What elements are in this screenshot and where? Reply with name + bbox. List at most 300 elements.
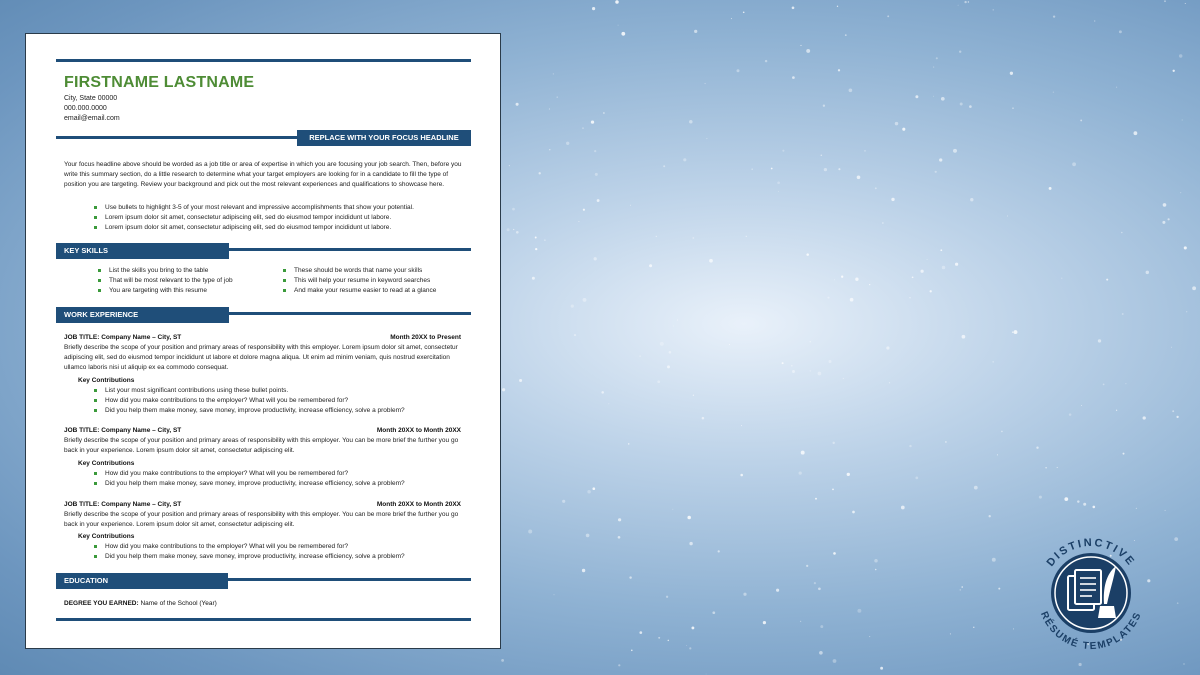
sparkle-dot <box>800 621 801 622</box>
bullet-icon <box>94 545 97 548</box>
sparkle-dot <box>920 270 923 273</box>
sparkle-dot <box>940 249 942 251</box>
bullet-icon <box>94 226 97 229</box>
sparkle-dot <box>837 6 838 7</box>
sparkle-dot <box>852 511 855 514</box>
sparkle-dot <box>1092 506 1095 509</box>
sparkle-dot <box>1012 107 1013 108</box>
sparkle-dot <box>810 341 811 342</box>
bullet-icon <box>94 389 97 392</box>
contribution-bullet: Did you help them make money, save money, improve productivity, increase efficiency, solve a problem? <box>94 407 405 414</box>
resume-name: FIRSTNAME LASTNAME <box>64 74 255 91</box>
sparkle-dot <box>628 443 630 445</box>
sparkle-dot <box>1083 503 1086 506</box>
sparkle-dot <box>666 596 668 598</box>
sparkle-dot <box>1007 216 1008 217</box>
sparkle-dot <box>672 509 673 510</box>
sparkle-dot <box>751 168 753 170</box>
sparkle-dot <box>743 11 745 13</box>
key-contributions-label: Key Contributions <box>78 377 135 384</box>
bullet-icon <box>98 289 101 292</box>
sparkle-dot <box>806 49 810 53</box>
sparkle-dot <box>686 645 687 646</box>
sparkle-dot <box>800 45 801 46</box>
sparkle-dot <box>1081 405 1082 406</box>
job-description: Briefly describe the scope of your position and primary areas of responsibility with this employer. Lorem ipsum dolor sit amet, consectetur adipiscing elit, sed do eiusmod tempor incididunt ut labore et dolore magna aliqua. Ut enim ad minim veniam, quis nostrud exercitation ullamco laboris nisi ut aliquip ex ea commodo consequat. <box>64 344 458 371</box>
sparkle-dot <box>833 659 837 663</box>
sparkle-dot <box>597 199 600 202</box>
bullet-icon <box>283 289 286 292</box>
sparkle-dot <box>1162 221 1165 224</box>
sparkle-dot <box>516 103 519 106</box>
sparkle-dot <box>1173 70 1175 72</box>
sparkle-dot <box>592 487 595 490</box>
sparkle-dot <box>631 650 633 652</box>
sparkle-dot <box>706 674 707 675</box>
sparkle-dot <box>741 425 742 426</box>
sparkle-dot <box>821 154 823 156</box>
bullet-icon <box>98 269 101 272</box>
sparkle-dot <box>1064 497 1068 501</box>
job-heading: JOB TITLE: Company Name – City, ST Month 20XX to Month 20XX <box>64 501 461 508</box>
sparkle-dot <box>702 417 705 420</box>
sparkle-dot <box>528 530 532 534</box>
sparkle-dot <box>1186 311 1187 312</box>
sparkle-dot <box>1077 500 1079 502</box>
sparkle-dot <box>939 158 942 161</box>
sparkle-dot <box>587 490 591 494</box>
sparkle-dot <box>603 112 605 114</box>
distinctive-resume-templates-logo <box>1030 532 1152 654</box>
sparkle-dot <box>689 647 691 649</box>
sparkle-dot <box>532 277 535 280</box>
sparkle-dot <box>502 388 505 391</box>
sparkle-dot <box>687 516 691 520</box>
sparkle-dot <box>801 451 805 455</box>
sparkle-dot <box>1014 330 1018 334</box>
sparkle-dot <box>639 631 642 634</box>
sparkle-dot <box>660 342 664 346</box>
sparkle-dot <box>964 1 966 3</box>
sparkle-dot <box>997 454 998 455</box>
sparkle-dot <box>618 518 621 521</box>
sparkle-dot <box>1013 628 1014 629</box>
skill-item: List the skills you bring to the table <box>98 267 208 274</box>
summary-paragraph: Your focus headline above should be worded as a job title or area of expertise in which you are focusing your job search. Then, before you write this summary section, do a little research to determine what your target employers are looking for in a candidate to fill the type of position you are targeting. Review your background and pick out the most relevant experiences and qualifications to showcase here. <box>64 161 462 188</box>
sparkle-dot <box>771 168 773 170</box>
sparkle-dot <box>1080 119 1082 121</box>
sparkle-dot <box>901 506 905 510</box>
sparkle-dot <box>1103 384 1105 386</box>
sparkle-dot <box>1168 218 1170 220</box>
sparkle-dot <box>855 278 858 281</box>
sparkle-dot <box>832 489 834 491</box>
sparkle-dot <box>571 304 574 307</box>
sparkle-dot <box>595 173 598 176</box>
focus-headline: REPLACE WITH YOUR FOCUS HEADLINE <box>297 130 471 146</box>
sparkle-dot <box>792 370 795 373</box>
sparkle-dot <box>941 97 945 101</box>
bottom-rule <box>56 618 471 621</box>
sparkle-dot <box>1057 467 1058 468</box>
sparkle-dot <box>864 150 865 151</box>
sparkle-dot <box>1116 87 1117 88</box>
sparkle-dot <box>1106 279 1108 281</box>
sparkle-dot <box>777 181 780 184</box>
summary-bullet: Use bullets to highlight 3-5 of your most relevant and impressive accomplishments that show your potential. <box>94 204 414 211</box>
sparkle-dot <box>776 589 779 592</box>
sparkle-dot <box>1049 187 1052 190</box>
sparkle-dot <box>806 253 809 256</box>
sparkle-dot <box>989 515 991 517</box>
sparkle-dot <box>1165 510 1166 511</box>
sparkle-dot <box>829 360 832 363</box>
job-description: Briefly describe the scope of your position and primary areas of responsibility with this employer. You can be more brief the further you go back in your experience. Lorem ipsum dolor sit amet, consectetur adipiscing elit. <box>64 511 459 528</box>
sparkle-dot <box>1039 496 1042 499</box>
sparkle-dot <box>1012 331 1014 333</box>
sparkle-dot <box>746 236 747 237</box>
sparkle-dot <box>608 403 609 404</box>
bullet-icon <box>283 269 286 272</box>
sparkle-dot <box>586 534 590 538</box>
key-contributions-label: Key Contributions <box>78 533 135 540</box>
job-heading: JOB TITLE: Company Name – City, ST Month 20XX to Month 20XX <box>64 427 461 434</box>
sparkle-dot <box>1183 663 1185 665</box>
sparkle-dot <box>562 500 565 503</box>
bullet-icon <box>94 472 97 475</box>
sparkle-dot <box>683 158 686 161</box>
sparkle-dot <box>706 138 707 139</box>
sparkle-dot <box>731 18 732 19</box>
sparkle-dot <box>763 621 766 624</box>
sparkle-dot <box>592 7 595 10</box>
sparkle-dot <box>945 441 946 442</box>
sparkle-dot <box>935 171 937 173</box>
sparkle-dot <box>669 351 672 354</box>
top-rule <box>56 59 471 62</box>
sparkle-dot <box>618 25 619 26</box>
sparkle-dot <box>1116 410 1117 411</box>
sparkle-dot <box>819 651 823 655</box>
sparkle-dot <box>553 73 554 74</box>
sparkle-dot <box>601 391 604 394</box>
job-dates: Month 20XX to Month 20XX <box>376 501 461 508</box>
sparkle-dot <box>1179 54 1182 57</box>
contact-city: City, State 00000 <box>64 95 118 102</box>
contact-phone: 000.000.0000 <box>64 105 107 112</box>
sparkle-dot <box>1036 447 1038 449</box>
sparkle-dot <box>668 640 670 642</box>
sparkle-dot <box>743 593 746 596</box>
sparkle-dot <box>806 565 808 567</box>
sparkle-dot <box>791 365 793 367</box>
bullet-icon <box>94 216 97 219</box>
sparkle-dot <box>960 589 962 591</box>
job-dates: Month 20XX to Present <box>390 334 461 341</box>
sparkle-dot <box>834 279 835 280</box>
skill-item: These should be words that name your skills <box>283 267 422 274</box>
section-rule <box>228 578 471 581</box>
sparkle-dot <box>1125 383 1126 384</box>
sparkle-dot <box>895 122 898 125</box>
sparkle-dot <box>927 259 928 260</box>
job-dates: Month 20XX to Month 20XX <box>376 427 461 434</box>
sparkle-dot <box>578 221 579 222</box>
sparkle-dot <box>833 552 836 555</box>
section-heading-education: EDUCATION <box>56 573 228 589</box>
section-heading-work: WORK EXPERIENCE <box>56 307 229 323</box>
sparkle-dot <box>933 96 934 97</box>
skill-item: You are targeting with this resume <box>98 287 207 294</box>
contribution-bullet: Did you help them make money, save money, improve productivity, increase efficiency, solve a problem? <box>94 480 405 487</box>
job-description: Briefly describe the scope of your position and primary areas of responsibility with this employer. You can be more brief the further you go back in your experience. Lorem ipsum dolor sit amet, consectetur adipiscing elit. <box>64 437 459 454</box>
sparkle-dot <box>1122 313 1124 315</box>
sparkle-dot <box>973 627 974 628</box>
sparkle-dot <box>673 325 674 326</box>
sparkle-dot <box>594 150 596 152</box>
bullet-icon <box>94 482 97 485</box>
sparkle-dot <box>942 266 946 270</box>
sparkle-dot <box>1134 131 1138 135</box>
sparkle-dot <box>657 380 660 383</box>
logo-bottom-text: RÉSUMÉ TEMPLATES <box>1037 610 1145 653</box>
sparkle-dot <box>850 298 854 302</box>
sparkle-dot <box>968 1 969 2</box>
summary-bullet: Lorem ipsum dolor sit amet, consectetur adipiscing elit, sed do eiusmod tempor incididunt ut labore. <box>94 224 391 231</box>
sparkle-dot <box>958 5 959 6</box>
sparkle-dot <box>959 51 961 53</box>
sparkle-dot <box>820 625 823 628</box>
sparkle-dot <box>832 442 834 444</box>
resume-page <box>26 34 500 648</box>
sparkle-dot <box>729 344 730 345</box>
sparkle-dot <box>869 636 870 637</box>
sparkle-dot <box>974 486 978 490</box>
section-rule <box>229 312 471 315</box>
sparkle-dot <box>1123 453 1125 455</box>
sparkle-dot <box>629 576 631 578</box>
sparkle-dot <box>960 103 963 106</box>
sparkle-dot <box>909 297 910 298</box>
sparkle-dot <box>909 445 911 447</box>
sparkle-dot <box>824 168 827 171</box>
sparkle-dot <box>1001 431 1003 433</box>
sparkle-dot <box>857 609 861 613</box>
sparkle-dot <box>553 594 554 595</box>
contribution-bullet: List your most significant contributions using these bullet points. <box>94 387 288 394</box>
sparkle-dot <box>843 378 844 379</box>
sparkle-dot <box>823 105 825 107</box>
sparkle-dot <box>667 365 670 368</box>
bullet-icon <box>94 555 97 558</box>
sparkle-dot <box>792 76 795 79</box>
sparkle-dot <box>1061 278 1062 279</box>
sparkle-dot <box>782 150 784 152</box>
summary-bullet: Lorem ipsum dolor sit amet, consectetur adipiscing elit, sed do eiusmod tempor incididunt ut labore. <box>94 214 391 221</box>
sparkle-dot <box>1053 92 1054 93</box>
sparkle-dot <box>630 205 631 206</box>
sparkle-dot <box>955 263 958 266</box>
sparkle-dot <box>792 6 795 9</box>
sparkle-dot <box>1045 467 1046 468</box>
sparkle-dot <box>583 298 587 302</box>
skill-item: This will help your resume in keyword searches <box>283 277 430 284</box>
sparkle-dot <box>765 60 767 62</box>
sparkle-dot <box>1143 416 1146 419</box>
sparkle-dot <box>915 477 918 480</box>
sparkle-dot <box>847 473 850 476</box>
sparkle-dot <box>841 276 843 278</box>
sparkle-dot <box>693 395 694 396</box>
sparkle-dot <box>535 237 537 239</box>
sparkle-dot <box>1053 15 1055 17</box>
sparkle-dot <box>689 542 692 545</box>
sparkle-dot <box>583 209 585 211</box>
sparkle-dot <box>512 208 515 211</box>
sparkle-dot <box>1121 232 1123 234</box>
sparkle-dot <box>782 362 784 364</box>
sparkle-dot <box>513 229 514 230</box>
sparkle-dot <box>887 15 889 17</box>
key-contributions-label: Key Contributions <box>78 460 135 467</box>
sparkle-dot <box>1171 347 1172 348</box>
bullet-icon <box>283 279 286 282</box>
sparkle-dot <box>857 175 861 179</box>
sparkle-dot <box>639 355 641 357</box>
sparkle-dot <box>618 664 620 666</box>
sparkle-dot <box>1185 3 1186 4</box>
contribution-bullet: How did you make contributions to the employer? What will you be remembered for? <box>94 397 348 404</box>
sparkle-dot <box>930 290 932 292</box>
sparkle-dot <box>814 582 816 584</box>
sparkle-dot <box>677 319 678 320</box>
sparkle-dot <box>875 569 877 571</box>
sparkle-dot <box>501 659 504 662</box>
sparkle-dot <box>969 105 972 108</box>
sparkle-dot <box>709 259 713 263</box>
sparkle-dot <box>882 222 883 223</box>
sparkle-dot <box>557 96 558 97</box>
sparkle-dot <box>663 165 665 167</box>
sparkle-dot <box>649 264 652 267</box>
sparkle-dot <box>1182 119 1183 120</box>
sparkle-dot <box>1192 286 1196 290</box>
sparkle-dot <box>778 191 779 192</box>
sparkle-dot <box>566 142 569 145</box>
sparkle-dot <box>691 626 694 629</box>
sparkle-dot <box>694 30 697 33</box>
contribution-bullet: How did you make contributions to the employer? What will you be remembered for? <box>94 543 348 550</box>
sparkle-dot <box>992 558 996 562</box>
sparkle-dot <box>815 498 817 500</box>
sparkle-dot <box>582 127 584 129</box>
sparkle-dot <box>874 559 878 563</box>
sparkle-dot <box>549 108 550 109</box>
sparkle-dot <box>962 335 966 339</box>
education-entry: DEGREE YOU EARNED: Name of the School (Year) <box>64 600 217 607</box>
headline-rule <box>56 136 297 139</box>
sparkle-dot <box>1146 271 1149 274</box>
sparkle-dot <box>845 34 847 36</box>
sparkle-dot <box>1119 30 1122 33</box>
sparkle-dot <box>875 187 877 189</box>
sparkle-dot <box>950 633 951 634</box>
sparkle-dot <box>689 120 693 124</box>
sparkle-dot <box>886 346 889 349</box>
sparkle-dot <box>880 667 883 670</box>
sparkle-dot <box>953 149 957 153</box>
sparkle-dot <box>970 198 973 201</box>
sparkle-dot <box>615 0 619 4</box>
sparkle-dot <box>1164 0 1166 2</box>
sparkle-dot <box>658 637 660 639</box>
sparkle-dot <box>810 370 811 371</box>
bullet-icon <box>94 409 97 412</box>
sparkle-dot <box>618 536 621 539</box>
sparkle-dot <box>1163 203 1167 207</box>
logo-top-text: DISTINCTIVE <box>1044 536 1138 569</box>
skill-item: That will be most relevant to the type of job <box>98 277 233 284</box>
section-heading-skills: KEY SKILLS <box>56 243 229 259</box>
sparkle-dot <box>1172 410 1174 412</box>
sparkle-dot <box>574 334 576 336</box>
sparkle-dot <box>838 168 840 170</box>
sparkle-dot <box>818 372 822 376</box>
sparkle-dot <box>1177 602 1179 604</box>
sparkle-dot <box>544 239 546 241</box>
sparkle-dot <box>740 474 743 477</box>
sparkle-dot <box>591 120 594 123</box>
sparkle-dot <box>912 276 914 278</box>
sparkle-dot <box>1010 72 1013 75</box>
sparkle-dot <box>961 586 963 588</box>
contribution-bullet: How did you make contributions to the employer? What will you be remembered for? <box>94 470 348 477</box>
sparkle-dot <box>594 257 597 260</box>
sparkle-dot <box>692 237 694 239</box>
sparkle-dot <box>993 361 994 362</box>
sparkle-dot <box>993 9 994 10</box>
sparkle-dot <box>656 236 657 237</box>
section-rule <box>229 248 471 251</box>
sparkle-dot <box>1136 508 1137 509</box>
sparkle-dot <box>737 69 740 72</box>
sparkle-dot <box>519 379 522 382</box>
sparkle-dot <box>889 382 890 383</box>
sparkle-dot <box>799 471 802 474</box>
sparkle-dot <box>869 284 870 285</box>
sparkle-dot <box>998 588 1000 590</box>
sparkle-dot <box>549 149 550 150</box>
sparkle-dot <box>827 297 829 299</box>
sparkle-dot <box>1174 537 1178 541</box>
sparkle-dot <box>705 83 706 84</box>
skill-item: And make your resume easier to read at a glance <box>283 287 436 294</box>
sparkle-dot <box>1176 416 1178 418</box>
contribution-bullet: Did you help them make money, save money, improve productivity, increase efficiency, solve a problem? <box>94 553 405 560</box>
sparkle-dot <box>936 57 938 59</box>
sparkle-dot <box>535 248 537 250</box>
sparkle-dot <box>838 69 840 71</box>
sparkle-dot <box>849 88 853 92</box>
sparkle-dot <box>712 611 715 614</box>
bullet-icon <box>98 279 101 282</box>
sparkle-dot <box>902 128 905 131</box>
bullet-icon <box>94 206 97 209</box>
sparkle-dot <box>1069 413 1072 416</box>
sparkle-dot <box>1184 246 1187 249</box>
sparkle-dot <box>1078 663 1081 666</box>
sparkle-dot <box>1098 339 1101 342</box>
